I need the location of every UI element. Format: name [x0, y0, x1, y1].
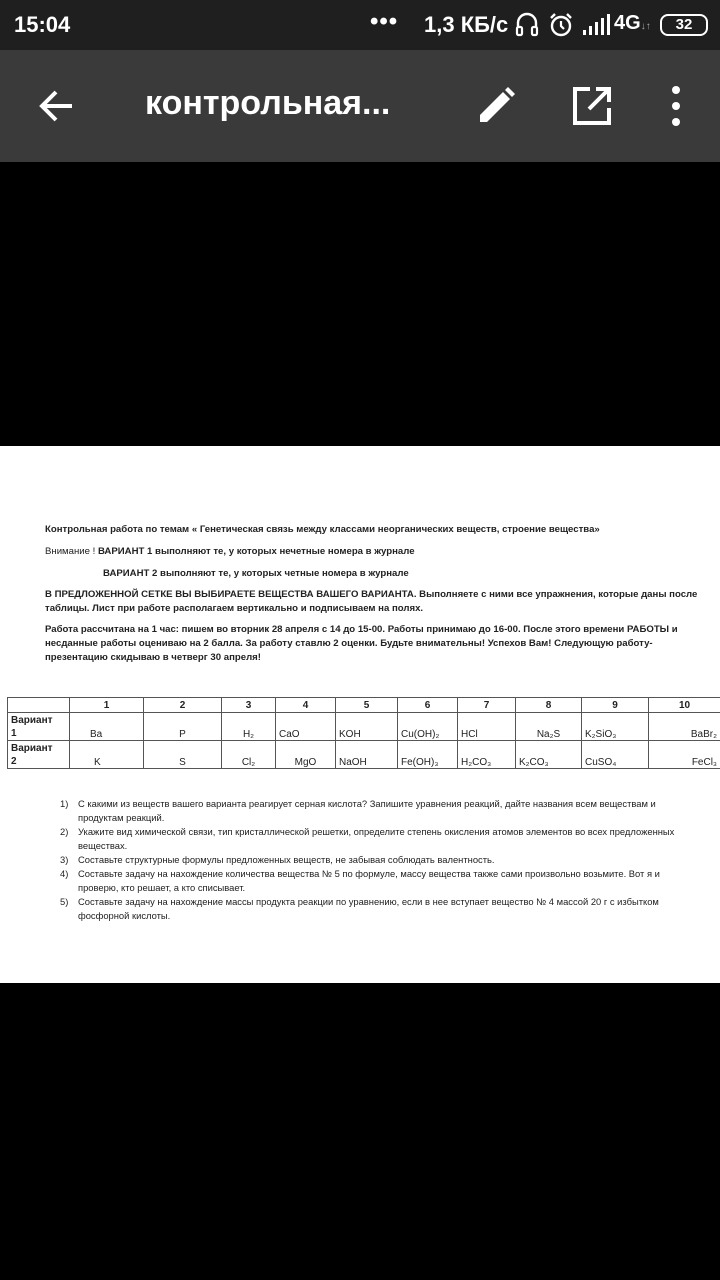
table-cell: CaO [276, 713, 336, 741]
row-label-number: 2 [11, 756, 17, 767]
row-label-text: Вариант [11, 715, 53, 726]
document-title: контрольная... [145, 84, 391, 122]
table-header-cell: 4 [276, 698, 336, 713]
document-page[interactable] [0, 446, 720, 983]
table-cell: Na₂S [516, 713, 582, 741]
signal-icon [582, 14, 612, 36]
open-external-icon[interactable] [570, 84, 614, 128]
task-text: С какими из веществ вашего варианта реагирует серная кислота? Запишите уравнения реакций, дайте названия всем веществам и продуктам реакций. [78, 798, 656, 823]
variant2-note: ВАРИАНТ 2 выполняют те, у которых четные номера в журнале [103, 568, 409, 579]
instructions-line-2: таблицы. Лист при работе располагаем вертикально и подписываем на полях. [45, 603, 424, 614]
table-header-cell: 2 [144, 698, 222, 713]
doc-heading: Контрольная работа по темам « Генетическая связь между классами неорганических веществ, строение вещества» [45, 524, 600, 535]
task-item [60, 797, 700, 825]
table-cell: K₂SiO₃ [582, 713, 649, 741]
table-cell: H₂ [222, 713, 276, 741]
status-bar [0, 0, 720, 50]
table-cell: CuSO₄ [582, 741, 649, 769]
instructions-line-1: В ПРЕДЛОЖЕННОЙ СЕТКЕ ВЫ ВЫБИРАЕТЕ ВЕЩЕСТВА ВАШЕГО ВАРИАНТА. Выполняете с ними все упражнения, которые даны после [45, 589, 698, 600]
table-cell: MgO [276, 741, 336, 769]
task-text: Составьте задачу на нахождение количества вещества № 5 по формуле, массу вещества также сами произвольно возьмите. Вот я и проверю, кто решает, а кто списывает. [78, 868, 660, 893]
table-corner-cell [8, 698, 70, 713]
row-label-variant-2 [8, 741, 70, 769]
table-header-cell: 7 [458, 698, 516, 713]
alarm-icon [548, 12, 574, 38]
table-cell: H₂CO₃ [458, 741, 516, 769]
table-header-cell: 9 [582, 698, 649, 713]
table-header-cell: 3 [222, 698, 276, 713]
table-cell: HCl [458, 713, 516, 741]
table-cell: Cl₂ [222, 741, 276, 769]
row-label-text: Вариант [11, 743, 53, 754]
task-item [60, 825, 700, 853]
table-cell: P [144, 713, 222, 741]
table-cell: FeCl₃ [649, 741, 720, 769]
timing-line-3: презентацию скидываю в четверг 30 апреля! [45, 652, 261, 663]
more-vert-icon[interactable] [664, 82, 688, 130]
task-number: 2) [60, 826, 69, 837]
attention-line [45, 546, 415, 557]
network-speed: 1,3 КБ/с [424, 12, 509, 37]
task-item [60, 853, 700, 867]
network-arrows: ↓↑ [640, 21, 651, 32]
battery-icon: 32 [660, 14, 708, 36]
task-item [60, 867, 700, 895]
table-cell: K₂CO₃ [516, 741, 582, 769]
table-row-variant-2 [8, 741, 720, 769]
table-header-cell: 6 [398, 698, 458, 713]
task-item [60, 895, 700, 923]
table-cell: Ba [70, 713, 144, 741]
table-cell: S [144, 741, 222, 769]
attention-label: Внимание ! [45, 546, 98, 557]
task-number: 4) [60, 868, 69, 879]
table-row-variant-1 [8, 713, 720, 741]
table-cell: BaBr₂ [649, 713, 720, 741]
row-label-number: 1 [11, 728, 17, 739]
network-type-label: 4G [614, 12, 641, 34]
task-number: 3) [60, 854, 69, 865]
edit-pencil-icon[interactable] [474, 84, 518, 128]
network-type [614, 12, 651, 35]
status-time: 15:04 [14, 12, 71, 37]
app-bar [0, 50, 720, 162]
table-cell: NaOH [336, 741, 398, 769]
table-header-cell: 5 [336, 698, 398, 713]
table-header-cell: 8 [516, 698, 582, 713]
timing-line-1: Работа рассчитана на 1 час: пишем во вторник 28 апреля с 14 до 15-00. Работы принимаю до 16-00. После этого времени РАБОТЫ и [45, 624, 678, 635]
task-list [60, 797, 700, 923]
headset-icon [515, 12, 539, 38]
table-header-cell: 1 [70, 698, 144, 713]
table-cell: Cu(OH)₂ [398, 713, 458, 741]
table-cell: K [70, 741, 144, 769]
task-number: 5) [60, 896, 69, 907]
variant1-note: ВАРИАНТ 1 выполняют те, у которых нечетные номера в журнале [97, 546, 415, 557]
table-cell: KOH [336, 713, 398, 741]
task-text: Укажите вид химической связи, тип кристаллической решетки, определите степень окисления атомов элементов во всех предложенных веществах. [78, 826, 675, 851]
table-header-row [8, 698, 720, 713]
timing-line-2: несданные работы оцениваю на 2 балла. За работу ставлю 2 оценки. Будьте внимательны! Успехов Вам! Следующую работу- [45, 638, 653, 649]
substances-table [7, 697, 720, 769]
task-number: 1) [60, 798, 69, 809]
row-label-variant-1 [8, 713, 70, 741]
back-arrow-icon[interactable] [36, 86, 76, 126]
task-text: Составьте структурные формулы предложенных веществ, не забывая соблюдать валентность. [78, 854, 495, 865]
notification-dots: ••• [370, 8, 399, 35]
table-header-cell: 10 [649, 698, 720, 713]
table-cell: Fe(OH)₃ [398, 741, 458, 769]
task-text: Составьте задачу на нахождение массы продукта реакции по уравнению, если в нее вступает вещество № 4 массой 20 г с избытком фосфорной кислоты. [78, 896, 659, 921]
